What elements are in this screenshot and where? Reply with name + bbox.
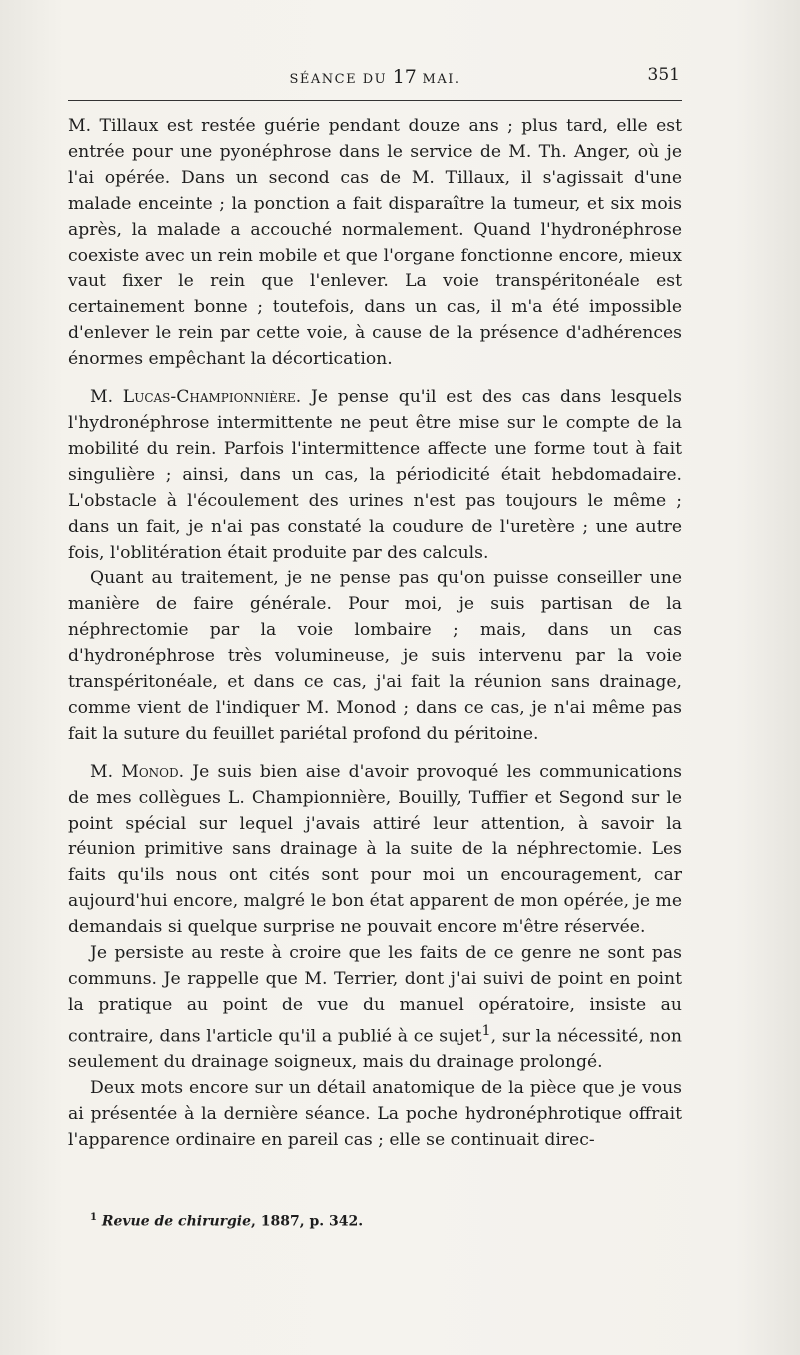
footnote-source: Revue de chirurgie (101, 1213, 252, 1230)
speaker-name: M. Lucas-Championnière. (90, 387, 302, 408)
paragraph-4 (68, 760, 682, 941)
header-rule (68, 100, 682, 101)
paragraph-3 (68, 566, 682, 747)
paragraph-text: M. Tillaux est restée guérie pendant douze ans ; plus tard, elle est entrée pour une pyonéphrose dans le service de M. Th. Anger, où je l'ai opérée. Dans un second cas de M. Tillaux, il s'agissait d'une malade enceinte ; la ponction a fait disparaître la tumeur, et six mois après, la malade a accouché normalement. Quand l'hydronéphrose coexiste avec un rein mobile et que l'organe fonctionne encore, mieux vaut fixer le rein que l'enlever. La voie transpéritonéale est certainement bonne ; toutefois, dans un cas, il m'a été impossible d'enlever le rein par cette voie, à cause de la présence d'adhérences énormes empêchant la décortication. (68, 116, 682, 370)
running-title-part-a: SÉANCE DU (289, 72, 393, 87)
body-text (68, 114, 682, 1154)
paragraph-text: Deux mots encore sur un détail anatomique de la pièce que je vous ai présentée à la dernière séance. La poche hydronéphrotique offrait l'apparence ordinaire en pareil cas ; elle se continuait direc- (68, 1078, 682, 1151)
footnote (90, 1212, 363, 1230)
running-title (68, 66, 682, 88)
running-title-day: 17 (392, 66, 417, 88)
paragraph-text-continued: , sur la nécessité, non seulement du drainage soigneux, mais du drainage prolongé. (68, 1026, 682, 1073)
paragraph-5 (68, 941, 682, 1076)
page-header (68, 62, 682, 90)
paragraph-text: Je suis bien aise d'avoir provoqué les communications de mes collègues L. Championnière, Bouilly, Tuffier et Segond sur le point spécial sur lequel j'avais attiré leur attention, à savoir la réunion primitive sans drainage à la suite de la néphrectomie. Les faits qu'ils nous ont cités sont pour moi un encouragement, car aujourd'hui encore, malgré le bon état apparent de mon opérée, je me demandais si quelque surprise ne pouvait encore m'être réservée. (68, 761, 682, 938)
speaker-name: M. Monod. (90, 761, 185, 782)
paragraph-text: Je pense qu'il est des cas dans lesquels l'hydronéphrose intermittente ne peut être mise sur le compte de la mobilité du rein. Parfois l'intermittence affecte une forme tout à fait singulière ; ainsi, dans un cas, la périodicité était hebdomadaire. L'obstacle à l'écoulement des urines n'est pas toujours le même ; dans un fait, je n'ai pas constaté la coudure de l'uretère ; une autre fois, l'oblitération était produite par des calculs. (68, 387, 682, 563)
page-number: 351 (647, 65, 680, 85)
footnote-marker: 1 (90, 1212, 97, 1223)
footnote-reference[interactable]: 1 (481, 1022, 491, 1039)
paragraph-6 (68, 1076, 682, 1154)
paragraph-text: Je persiste au reste à croire que les faits de ce genre ne sont pas communs. Je rappelle que M. Terrier, dont j'ai suivi de point en point la pratique au point de vue du manuel opératoire, insiste au contraire, dans l'article qu'il a publié à ce sujet (68, 943, 682, 1047)
paragraph-1 (68, 114, 682, 373)
footnote-details: , 1887, p. 342. (251, 1213, 364, 1230)
paragraph-text: Quant au traitement, je ne pense pas qu'on puisse conseiller une manière de faire générale. Pour moi, je suis partisan de la néphrectomie par la voie lombaire ; mais, dans un cas d'hydronéphrose très volumineuse, je suis intervenu par la voie transpéritonéale, et dans ce cas, j'ai fait la réunion sans drainage, comme vient de l'indiquer M. Monod ; dans ce cas, je n'ai même pas fait la suture du feuillet pariétal profond du péritoine. (68, 568, 682, 744)
paragraph-2 (68, 385, 682, 566)
running-title-part-b: MAI. (416, 72, 461, 87)
